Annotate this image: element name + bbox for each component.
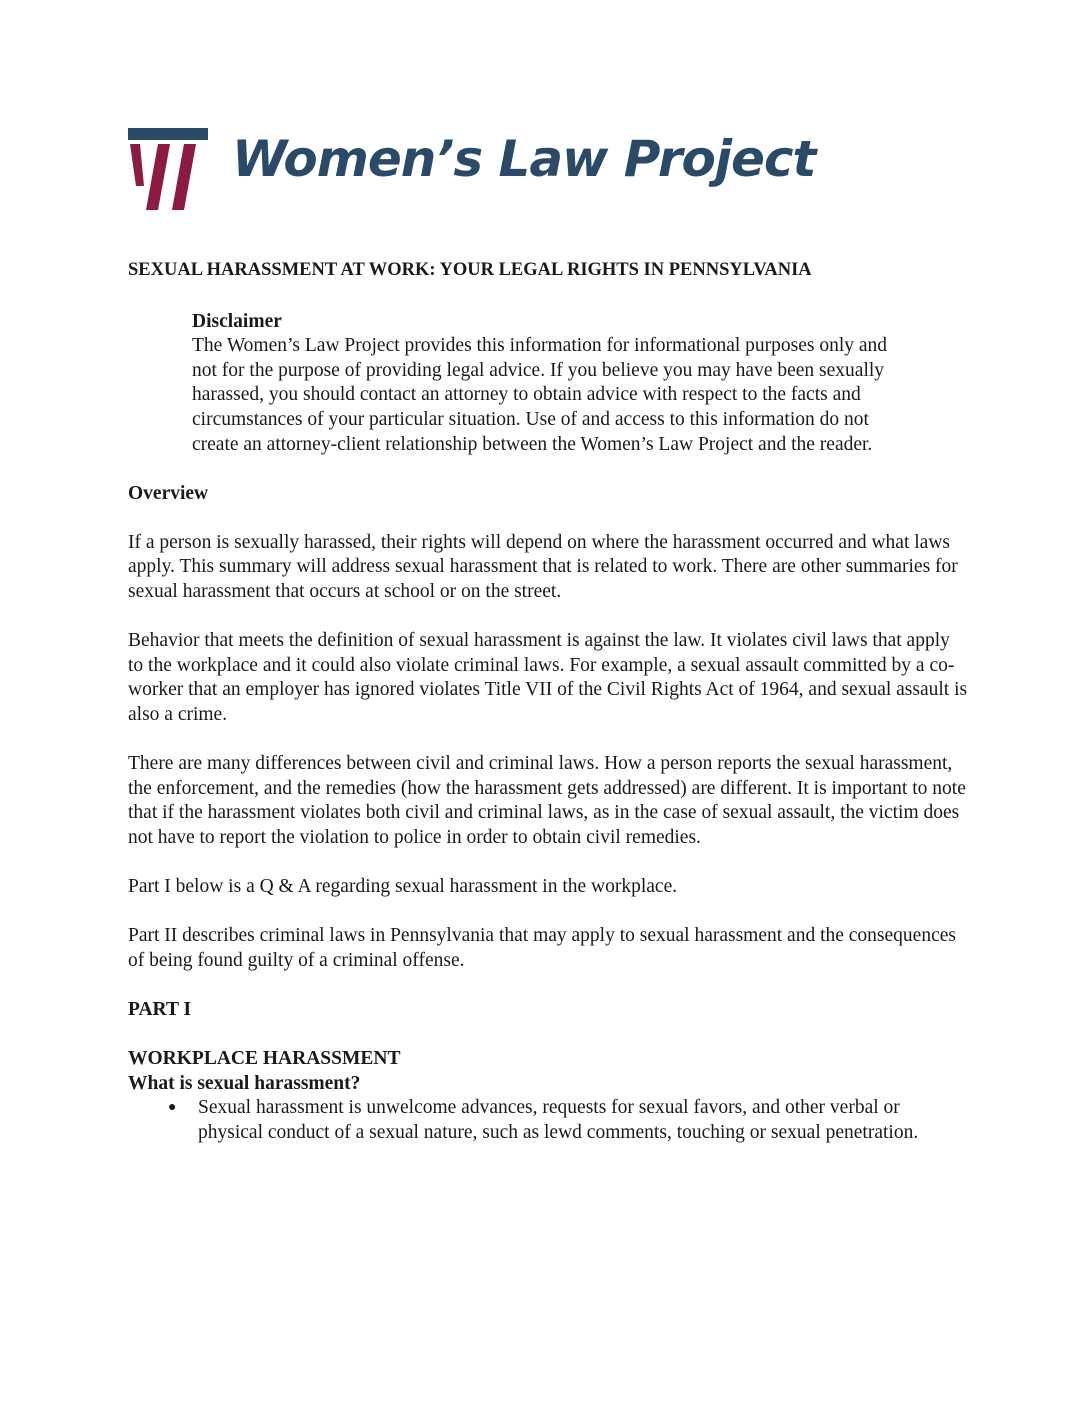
disclaimer-text: The Women’s Law Project provides this information for informational purposes only and not for the purpose of providing legal advice. If you believe you may have been sexually harassed, you should contact an attorney to obtain advice with respect to the facts and circumstances of your particular situation. Use of and access to this information do not create an attorney-client relationship between the Women’s Law Project and the reader. bbox=[192, 335, 888, 455]
logo bbox=[128, 126, 816, 212]
question-heading: What is sexual harassment? bbox=[128, 1072, 361, 1094]
overview-paragraph: If a person is sexually harassed, their rights will depend on where the harassment occurred and what laws apply. This summary will address sexual harassment that is related to work. There are other summaries for sexual harassment that occurs at school or on the street. bbox=[128, 531, 958, 602]
bullet-icon: ● bbox=[168, 1100, 177, 1116]
document-title: SEXUAL HARASSMENT AT WORK: YOUR LEGAL RIGHTS IN PENNSYLVANIA bbox=[128, 260, 812, 280]
list-item bbox=[128, 1096, 968, 1145]
overview-paragraph: Part II describes criminal laws in Pennsylvania that may apply to sexual harassment and the consequences of being found guilty of a criminal offense. bbox=[128, 925, 956, 971]
disclaimer-block bbox=[192, 310, 912, 458]
disclaimer-heading: Disclaimer bbox=[192, 310, 282, 332]
section-heading: WORKPLACE HARASSMENT bbox=[128, 1048, 401, 1070]
overview-paragraph: There are many differences between civil and criminal laws. How a person reports the sexual harassment, the enforcement, and the remedies (how the harassment gets addressed) are different. It is important to note that if the harassment violates both civil and criminal laws, as in the case of sexual assault, the victim does not have to report the violation to police in order to obtain civil remedies. bbox=[128, 753, 966, 848]
bullet-list bbox=[128, 1096, 968, 1145]
logo-mark-icon bbox=[128, 126, 218, 212]
logo-wordmark: Women’s Law Project bbox=[232, 130, 816, 188]
overview-paragraph: Behavior that meets the definition of sexual harassment is against the law. It violates civil laws that apply to the workplace and it could also violate criminal laws. For example, a sexual assault committed by a co-worker that an employer has ignored violates Title VII of the Civil Rights Act of 1964, and sexual assault is also a crime. bbox=[128, 630, 968, 725]
part-heading: PART I bbox=[128, 999, 192, 1021]
overview-heading: Overview bbox=[128, 483, 209, 505]
list-item-text: Sexual harassment is unwelcome advances, requests for sexual favors, and other verbal or physical conduct of a sexual nature, such as lewd comments, touching or sexual penetration. bbox=[198, 1097, 919, 1143]
overview-paragraph: Part I below is a Q & A regarding sexual harassment in the workplace. bbox=[128, 876, 678, 898]
document-body bbox=[128, 258, 968, 1146]
